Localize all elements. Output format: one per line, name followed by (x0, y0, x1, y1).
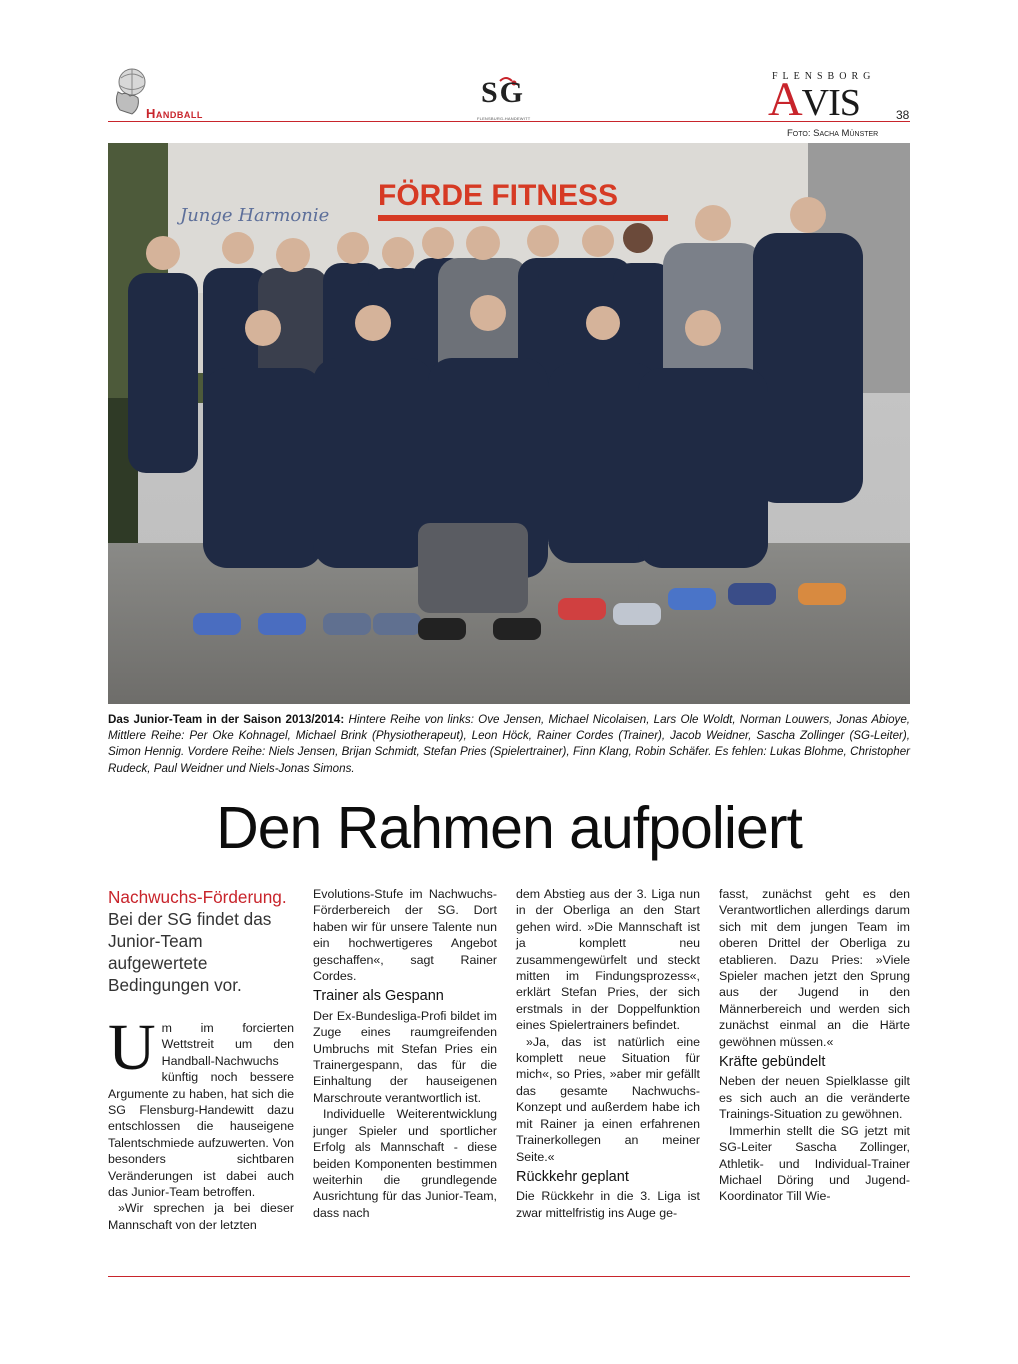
article-column-3 (516, 886, 700, 1221)
paragraph: Die Rückkehr in die 3. Liga ist zwar mittelfristig ins Auge ge- (516, 1189, 700, 1220)
paragraph: Immerhin stellt die SG jetzt mit SG-Leiter Sascha Zollinger, Athletik- und Individual-Trainer Michael Döring und Jugend-Koordinator Till Wie- (719, 1123, 910, 1204)
avis-logo-rest: VIS (801, 82, 860, 124)
sg-logo-subtitle: FLENSBURG-HANDEWITT (477, 116, 531, 121)
paragraph: »Ja, das ist natürlich eine komplett neue Situation für mich«, so Pries, »aber mir gefällt das gesamte Nachwuchs-Konzept und außerdem habe ich mit Rainer ja einen erfahrenen Trainerkollegen an meiner Seite.« (516, 1034, 700, 1164)
paragraph: Der Ex-Bundesliga-Profi bildet im Zuge eines raumgreifenden Umbruchs mit Stefan Pries ein Trainergespann, das für die Einhaltung der hauseigenen Marschroute verantwortlich ist. (313, 1008, 497, 1105)
paragraph: »Wir sprechen ja bei dieser Mannschaft von der letzten (108, 1201, 294, 1232)
drop-cap: U (108, 1011, 156, 1084)
photo-banner-text: FÖRDE FITNESS (378, 179, 619, 212)
article-column-1 (108, 886, 294, 1233)
avis-logo-top: FLENSBORG (772, 71, 876, 82)
team-photo (108, 143, 910, 704)
photo-caption (108, 712, 910, 777)
sg-logo-letters: SG (481, 76, 526, 109)
paragraph: m im forcierten Wettstreit um den Handball-Nachwuchs künftig noch bessere Argumente zu haben, hat sich die SG Flensburg-Handewitt dazu entschlossen die hauseigene Talentschmiede aufzuwerten. Von besonders sichtbaren Veränderungen ist dabei auch das Junior-Team betroffen. (108, 1021, 294, 1200)
photo-credit: Foto: Sacha Münster (787, 128, 879, 139)
article-column-4 (719, 886, 910, 1205)
paragraph: fasst, zunächst geht es den Verantwortlichen allerdings darum sich mit dem jungen Team im oberen Drittel der Oberliga zu etablieren. Dazu Pries: »Viele Spieler machen jetzt den Sprung aus der Jugend in den Männerbereich und werden sich zunächst einmal an die Härte gewöhnen müssen.« (719, 887, 910, 1049)
avis-logo-a: A (768, 73, 802, 126)
page-number: 38 (896, 108, 910, 122)
teaser-text: Bei der SG findet das Junior-Team aufgewertete Bedingungen vor. (108, 909, 272, 995)
paragraph: Evolutions-Stufe im Nachwuchs-Förderbereich der SG. Dort haben wir für unsere Talente nun ein hochwertigeres Angebot geschaffen«, sagt Rainer Cordes. (313, 887, 497, 984)
caption-text: Hintere Reihe von links: Ove Jensen, Michael Nicolaisen, Lars Ole Woldt, Norman Louwers, Jonas Abioye, Mittlere Reihe: Per Oke Kohnagel, Michael Brink (Physiotherapeut), Leon Höck, Rainer Cordes (Trainer), Jacob Weidner, Sascha Zollinger (SG-Leiter), Simon Hennig. Vordere Reihe: Niels Jensen, Brijan Schmidt, Stefan Pries (Spielertrainer), Finn Klang, Robin Schäfer. Es fehlen: Lukas Blohme, Christopher Rudeck, Paul Weidner und Niels-Jonas Simons. (108, 713, 910, 775)
section-label: Handball (146, 106, 203, 121)
teaser-kicker: Nachwuchs-Förderung. (108, 887, 287, 907)
paragraph: Individuelle Weiterentwicklung junger Spieler und sportlicher Erfolg als Mannschaft - diese beiden Komponenten bestimmen weiterhin die grundlegende Ausrichtung für das Junior-Team, dass nach (313, 1107, 497, 1220)
photo-script-text: Junge Harmonie (180, 205, 330, 226)
subheading: Rückkehr geplant (516, 1168, 629, 1185)
caption-lead: Das Junior-Team in der Saison 2013/2014: (108, 713, 345, 726)
headline: Den Rahmen aufpoliert (216, 795, 802, 861)
subheading: Trainer als Gespann (313, 988, 444, 1005)
paragraph: Neben der neuen Spielklasse gilt es sich auch an die veränderte Trainings-Situation zu gewöhnen. (719, 1074, 910, 1122)
subheading: Kräfte gebündelt (719, 1054, 826, 1071)
teaser (108, 886, 294, 996)
article-column-2 (313, 886, 497, 1221)
footer-rule (108, 1276, 910, 1277)
paragraph: dem Abstieg aus der 3. Liga nun in der Oberliga an den Start gehen wird. »Die Mannschaft ist ja komplett neu zusammengewürfelt und steckt mitten im Findungsprozess«, erklärt Stefan Pries, der sich erstmals in der Doppelfunktion eines Spielertrainers befindet. (516, 887, 700, 1033)
